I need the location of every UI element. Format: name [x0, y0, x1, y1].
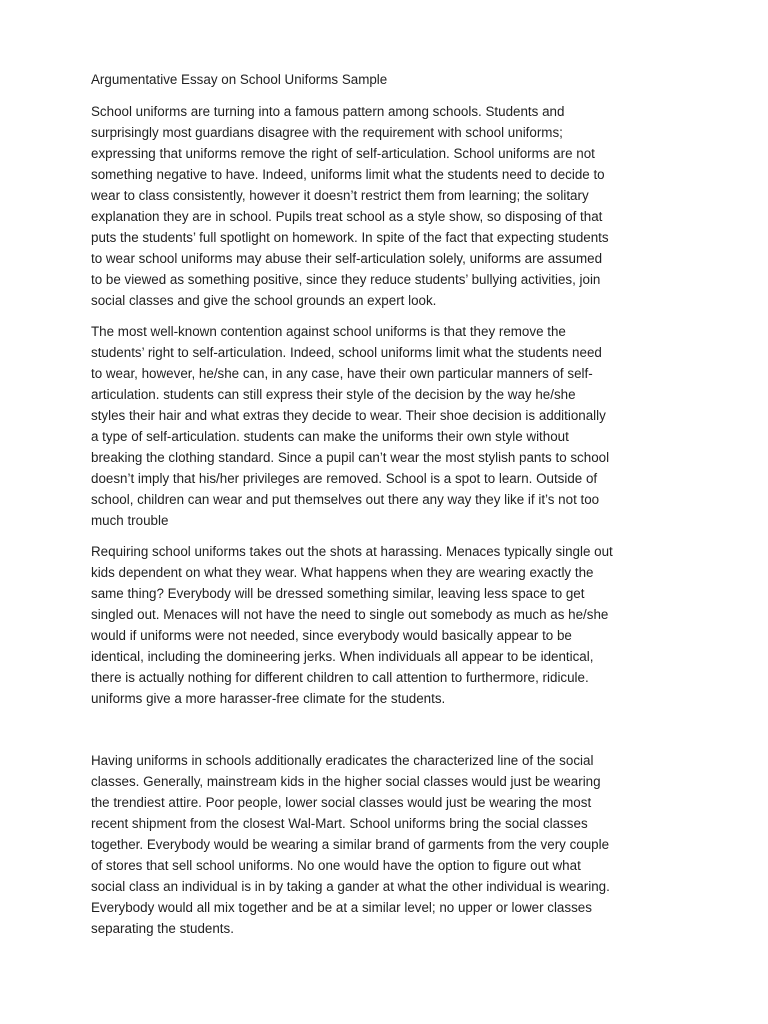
- text-line: breaking the clothing standard. Since a pupil can’t wear the most stylish pants to school: [91, 450, 610, 465]
- text-line: social class an individual is in by taking a gander at what the other individual is wearing.: [91, 879, 610, 894]
- text-line: Everybody would all mix together and be at a similar level; no upper or lower classes: [91, 900, 592, 915]
- text-line: styles their hair and what extras they decide to wear. Their shoe decision is additionally: [91, 408, 606, 423]
- text-line: the trendiest attire. Poor people, lower social classes would just be wearing the most: [91, 795, 592, 810]
- text-line: much trouble: [91, 513, 169, 528]
- paragraph: [91, 101, 609, 311]
- text-line: articulation. students can still express their style of the decision by the way he/she: [91, 387, 576, 402]
- text-line: singled out. Menaces will not have the need to single out somebody as much as he/she: [91, 607, 609, 622]
- text-line: together. Everybody would be wearing a similar brand of garments from the very couple: [91, 837, 610, 852]
- text-line: identical, including the domineering jerks. When individuals all appear to be identical,: [91, 649, 594, 664]
- text-line: The most well-known contention against school uniforms is that they remove the: [91, 324, 566, 339]
- text-line: recent shipment from the closest Wal-Mart. School uniforms bring the social classes: [91, 816, 588, 831]
- text-line: of stores that sell school uniforms. No one would have the option to figure out what: [91, 858, 581, 873]
- text-line: to wear, however, he/she can, in any case, have their own particular manners of self-: [91, 366, 593, 381]
- text-line: classes. Generally, mainstream kids in the higher social classes would just be wearing: [91, 774, 601, 789]
- text-line: kids dependent on what they wear. What happens when they are wearing exactly the: [91, 565, 594, 580]
- document-title: Argumentative Essay on School Uniforms Sample: [91, 72, 388, 87]
- text-line: expressing that uniforms remove the right of self-articulation. School uniforms are not: [91, 146, 595, 161]
- text-line: uniforms give a more harasser-free climate for the students.: [91, 691, 446, 706]
- paragraph: [91, 541, 613, 709]
- text-line: doesn’t imply that his/her privileges are removed. School is a spot to learn. Outside of: [91, 471, 598, 486]
- text-line: to wear school uniforms may abuse their self-articulation solely, uniforms are assumed: [91, 251, 603, 266]
- text-line: would if uniforms were not needed, since everybody would basically appear to be: [91, 628, 572, 643]
- text-line: explanation they are in school. Pupils treat school as a style show, so disposing of that: [91, 209, 603, 224]
- text-line: Requiring school uniforms takes out the shots at harassing. Menaces typically single out: [91, 544, 613, 559]
- text-line: puts the students’ full spotlight on homework. In spite of the fact that expecting students: [91, 230, 609, 245]
- text-line: wear to class consistently, however it doesn’t restrict them from learning; the solitary: [91, 188, 589, 203]
- text-line: surprisingly most guardians disagree with the requirement with school uniforms;: [91, 125, 563, 140]
- paragraph: [91, 321, 609, 531]
- text-line: School uniforms are turning into a famous pattern among schools. Students and: [91, 104, 565, 119]
- text-line: social classes and give the school grounds an expert look.: [91, 293, 437, 308]
- text-line: students’ right to self-articulation. Indeed, school uniforms limit what the students need: [91, 345, 602, 360]
- paragraph: [91, 750, 610, 939]
- text-line: to be viewed as something positive, since they reduce students’ bullying activities, join: [91, 272, 601, 287]
- text-line: separating the students.: [91, 921, 234, 936]
- text-line: a type of self-articulation. students can make the uniforms their own style without: [91, 429, 569, 444]
- text-line: Having uniforms in schools additionally eradicates the characterized line of the social: [91, 753, 594, 768]
- text-line: same thing? Everybody will be dressed something similar, leaving less space to get: [91, 586, 585, 601]
- text-line: something negative to have. Indeed, uniforms limit what the students need to decide to: [91, 167, 605, 182]
- text-line: there is actually nothing for different children to call attention to furthermore, ridicule.: [91, 670, 589, 685]
- text-line: school, children can wear and put themselves out there any way they like if it’s not too: [91, 492, 600, 507]
